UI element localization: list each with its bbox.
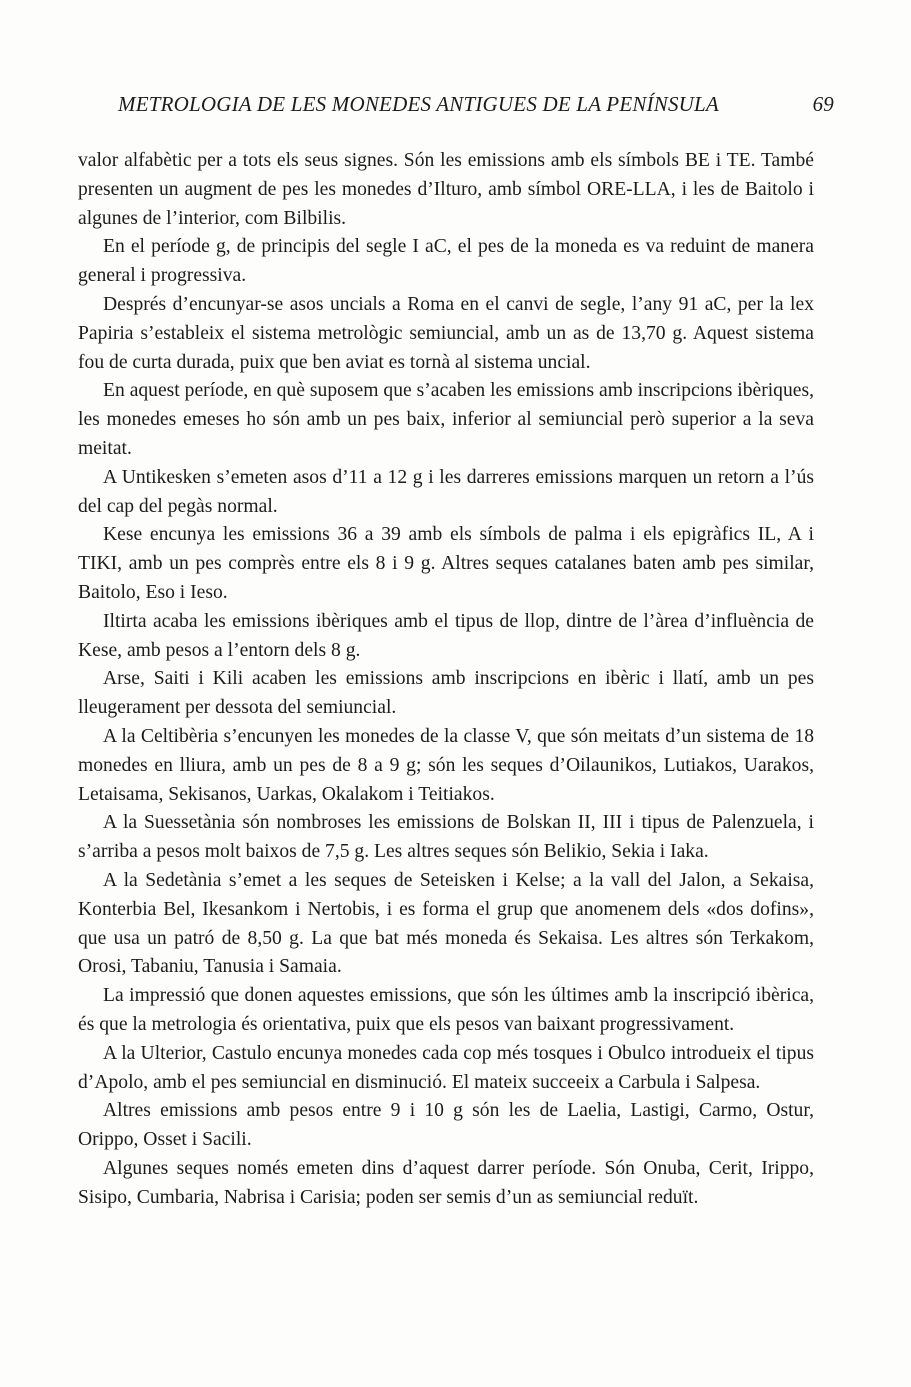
paragraph-13: A la Ulterior, Castulo encunya monedes cada cop més tosques i Obulco introdueix el tipus d’Apolo, amb el pes semiuncial en disminució. El mateix succeeix a Carbula i Salpesa. <box>78 1042 814 1093</box>
paragraph-4: En aquest període, en què suposem que s’acaben les emissions amb inscripcions ibèriques, les monedes emeses ho són amb un pes baix, inferior al semiuncial però superior a la seva meitat. <box>78 380 814 459</box>
paragraph-2: En el període g, de principis del segle I aC, el pes de la moneda es va reduint de manera general i progressiva. <box>78 236 814 287</box>
paragraph-10: A la Suessetània són nombroses les emissions de Bolskan II, III i tipus de Palenzuela, i s’arriba a pesos molt baixos de 7,5 g. Les altres seques són Belikio, Sekia i Iaka. <box>78 812 814 863</box>
paragraph-8: Arse, Saiti i Kili acaben les emissions amb inscripcions en ibèric i llatí, amb un pes lleugerament per dessota del semiuncial. <box>78 668 814 719</box>
paragraph-6: Kese encunya les emissions 36 a 39 amb els símbols de palma i els epigràfics IL, A i TIKI, amb un pes comprès entre els 8 i 9 g. Altres seques catalanes baten amb pes similar, Baitolo, Eso i Ieso. <box>78 524 814 603</box>
paragraph-15: Algunes seques només emeten dins d’aquest darrer període. Són Onuba, Cerit, Irippo, Sisipo, Cumbaria, Nabrisa i Carisia; poden ser semis d’un as semiuncial reduït. <box>78 1157 814 1208</box>
paragraph-7: Iltirta acaba les emissions ibèriques amb el tipus de llop, dintre de l’àrea d’influència de Kese, amb pesos a l’entorn dels 8 g. <box>78 610 814 661</box>
paragraph-12: La impressió que donen aquestes emissions, que són les últimes amb la inscripció ibèrica, és que la metrologia és orientativa, puix que els pesos van baixant progressivament. <box>78 985 814 1035</box>
body-text <box>78 147 814 1212</box>
paragraph-11: A la Sedetània s’emet a les seques de Seteisken i Kelse; a la vall del Jalon, a Sekaisa, Konterbia Bel, Ikesankom i Nertobis, i es forma el grup que anomenem dels «dos dofins», que usa un patró de 8,50 g. La que bat més moneda és Sekaisa. Les altres són Terkakom, Orosi, Tabaniu, Tanusia i Samaia. <box>78 869 814 978</box>
paragraph-14: Altres emissions amb pesos entre 9 i 10 g són les de Laelia, Lastigi, Carmo, Ostur, Orippo, Osset i Sacili. <box>78 1100 814 1151</box>
paragraph-9: A la Celtibèria s’encunyen les monedes de la classe V, que són meitats d’un sistema de 18 monedes en lliura, amb un pes de 8 a 9 g; són les seques d’Oilaunikos, Lutiakos, Uarakos, Letaisama, Sekisanos, Uarkas, Okalakom i Teitiakos. <box>78 725 814 805</box>
paragraph-1: valor alfabètic per a tots els seus signes. Són les emissions amb els símbols BE i TE. També presenten un augment de pes les monedes d’Ilturo, amb símbol ORE-LLA, i les de Baitolo i algunes de l’interior, com Bilbilis. <box>78 150 814 229</box>
paragraph-5: A Untikesken s’emeten asos d’11 a 12 g i les darreres emissions marquen un retorn a l’ús del cap del pegàs normal. <box>78 466 814 517</box>
paragraph-3: Després d’encunyar-se asos uncials a Roma en el canvi de segle, l’any 91 aC, per la lex Papiria s’estableix el sistema metrològic semiuncial, amb un as de 13,70 g. Aquest sistema fou de curta durada, puix que ben aviat es tornà al sistema uncial. <box>78 293 814 373</box>
running-title: METROLOGIA DE LES MONEDES ANTIGUES DE LA PENÍNSULA <box>118 92 719 116</box>
page-number: 69 <box>812 92 834 116</box>
